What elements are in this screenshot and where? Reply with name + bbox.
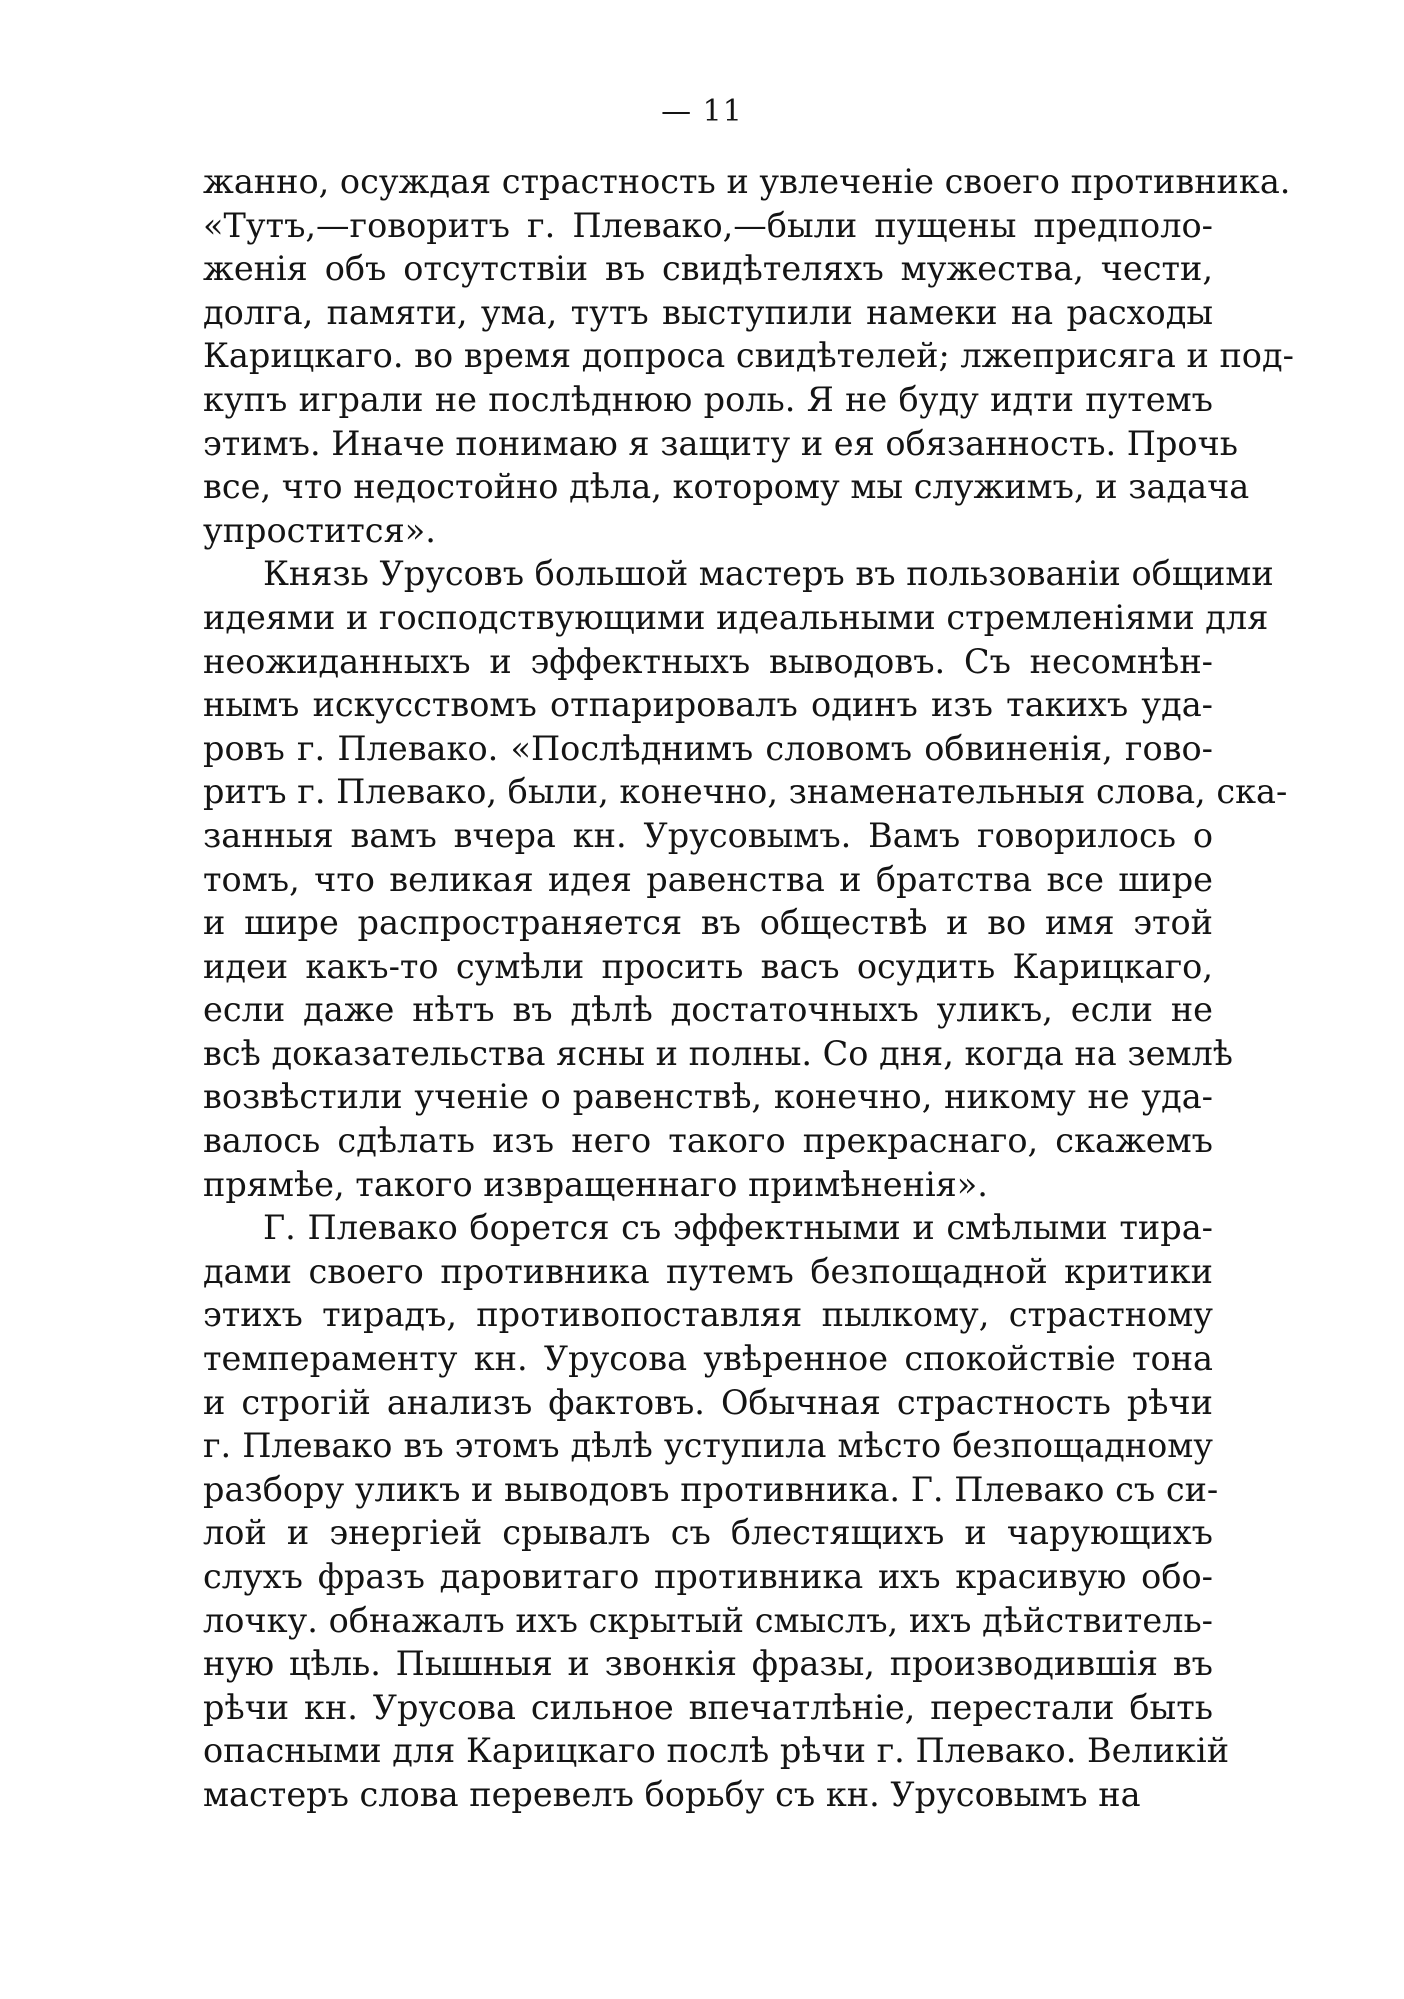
text-line: и шире распространяется въ обществѣ и во имя этой	[203, 903, 1213, 943]
text-line: лочку. обнажалъ ихъ скрытый смыслъ, ихъ дѣйствитель-	[203, 1600, 1213, 1640]
paragraph	[203, 1206, 1230, 1816]
text-line: Карицкаго. во время допроса свидѣтелей; лжеприсяга и под-	[203, 336, 1294, 376]
page-number: — 11	[661, 94, 743, 129]
text-line: идеями и господствующими идеальными стремленіями для	[203, 597, 1269, 637]
text-line: лой и энергіей срывалъ съ блестящихъ и чарующихъ	[203, 1513, 1213, 1553]
text-line: долга, памяти, ума, тутъ выступили намеки на расходы	[203, 292, 1213, 332]
text-line: если даже нѣтъ въ дѣлѣ достаточныхъ уликъ, если не	[203, 990, 1213, 1030]
text-line: Г. Плевако борется съ эффектными и смѣлыми тира-	[263, 1208, 1213, 1248]
paragraph	[203, 160, 1294, 552]
text-line: ную цѣль. Пышныя и звонкія фразы, производившія въ	[203, 1644, 1213, 1684]
text-line: «Тутъ,—говоритъ г. Плевако,—были пущены предполо-	[203, 205, 1213, 245]
text-line: занныя вамъ вчера кн. Урусовымъ. Вамъ говорилось о	[203, 815, 1213, 855]
body-text	[203, 160, 1294, 1817]
text-line: г. Плевако въ этомъ дѣлѣ уступила мѣсто безпощадному	[203, 1426, 1213, 1466]
text-line: рѣчи кн. Урусова сильное впечатлѣніе, перестали быть	[203, 1687, 1213, 1727]
text-line: жанно, осуждая страстность и увлеченіе своего противника.	[203, 162, 1291, 201]
paragraph	[203, 552, 1288, 1206]
text-line: этихъ тирадъ, противопоставляя пылкому, страстному	[203, 1295, 1213, 1335]
text-line: нымъ искусствомъ отпарировалъ одинъ изъ такихъ уда-	[203, 685, 1213, 725]
text-line: ровъ г. Плевако. «Послѣднимъ словомъ обвиненія, гово-	[203, 728, 1213, 768]
text-line: дами своего противника путемъ безпощадной критики	[203, 1251, 1213, 1291]
text-line: ритъ г. Плевако, были, конечно, знаменательныя слова, ска-	[203, 772, 1288, 812]
text-line: все, что недостойно дѣла, которому мы служимъ, и задача	[203, 467, 1250, 507]
text-line: Князь Урусовъ большой мастеръ въ пользованіи общими	[263, 554, 1274, 594]
text-line: темпераменту кн. Урусова увѣренное спокойствіе тона	[203, 1339, 1213, 1379]
text-line: всѣ доказательства ясны и полны. Со дня, когда на землѣ	[203, 1033, 1233, 1073]
text-line: неожиданныхъ и эффектныхъ выводовъ. Съ несомнѣн-	[203, 641, 1213, 681]
text-line: томъ, что великая идея равенства и братства все шире	[203, 859, 1213, 899]
text-line: купъ играли не послѣднюю роль. Я не буду идти путемъ	[203, 379, 1213, 419]
text-line: валось сдѣлать изъ него такого прекраснаго, скажемъ	[203, 1121, 1213, 1161]
text-line: мастеръ слова перевелъ борьбу съ кн. Урусовымъ на	[203, 1774, 1141, 1814]
text-line: женія объ отсутствіи въ свидѣтеляхъ мужества, чести,	[203, 249, 1213, 289]
text-line: разбору уликъ и выводовъ противника. Г. Плевако съ си-	[203, 1469, 1219, 1509]
text-line: слухъ фразъ даровитаго противника ихъ красивую обо-	[203, 1557, 1213, 1596]
text-line: идеи какъ-то сумѣли просить васъ осудить Карицкаго,	[203, 946, 1213, 986]
text-line: возвѣстили ученіе о равенствѣ, конечно, никому не уда-	[203, 1077, 1213, 1117]
text-line: упростится».	[203, 510, 436, 550]
text-line: прямѣе, такого извращеннаго примѣненія».	[203, 1164, 988, 1204]
text-line: опасными для Карицкаго послѣ рѣчи г. Плевако. Великій	[203, 1731, 1230, 1771]
text-line: и строгій анализъ фактовъ. Обычная страстность рѣчи	[203, 1382, 1213, 1422]
text-line: этимъ. Иначе понимаю я защиту и ея обязанность. Прочь	[203, 423, 1238, 463]
